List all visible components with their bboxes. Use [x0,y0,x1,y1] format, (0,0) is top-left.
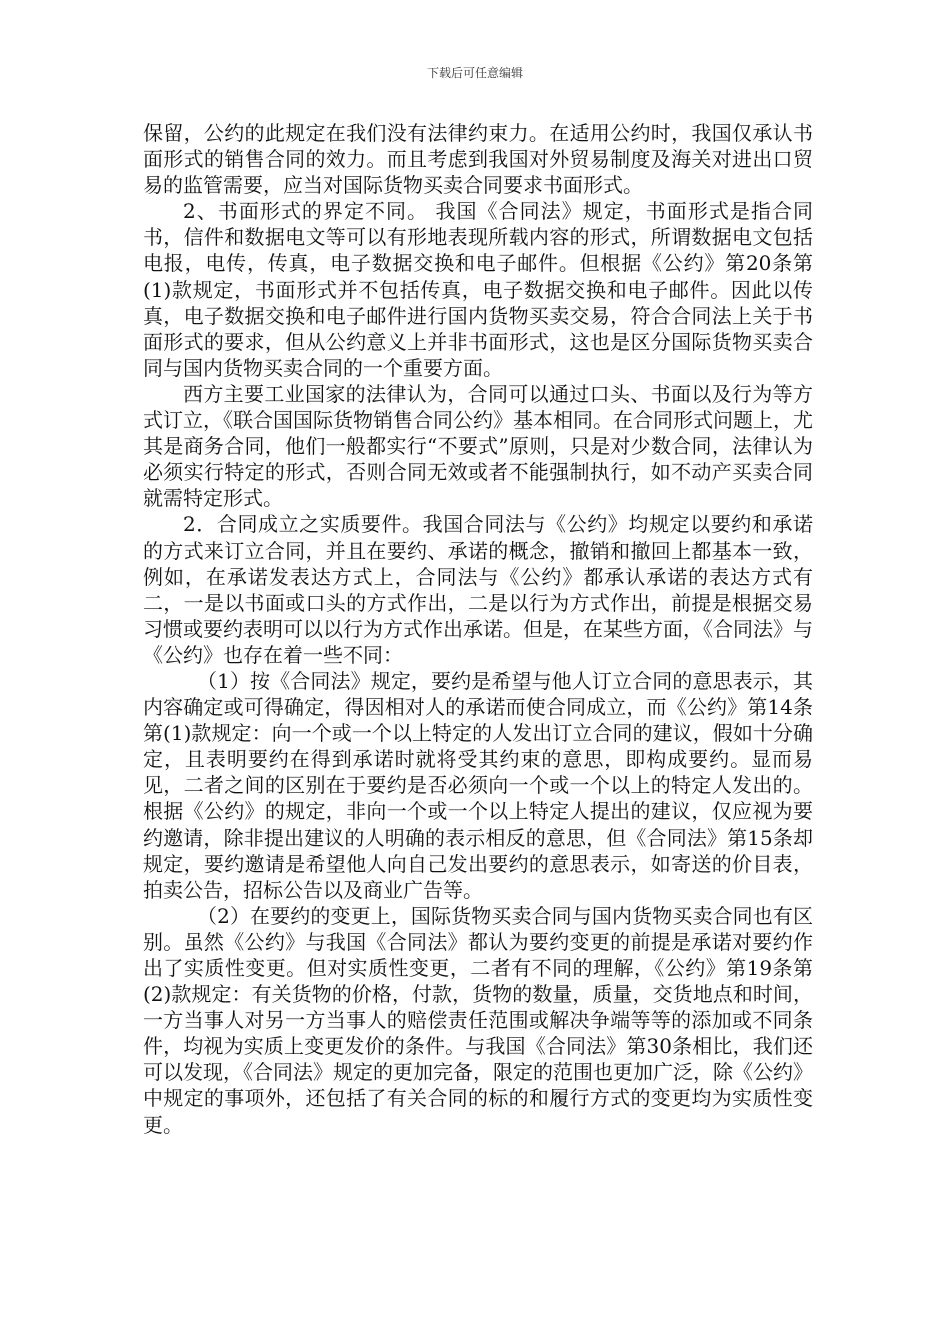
page-header: 下载后可任意编辑 [426,66,523,80]
document-body [143,120,813,1138]
paragraph: 保留，公约的此规定在我们没有法律约束力。在适用公约时，我国仅承认书面形式的销售合同的效力。而且考虑到我国对外贸易制度及海关对进出口贸易的监管需要，应当对国际货物买卖合同要求书面形式。 [143,121,813,198]
paragraph: （2）在要约的变更上，国际货物买卖合同与国内货物买卖合同也有区别。虽然《公约》与我国《合同法》都认为要约变更的前提是承诺对要约作出了实质性变更。但对实质性变更，二者有不同的理解，《公约》第19条第(2)款规定：有关货物的价格，付款，货物的数量，质量，交货地点和时间，一方当事人对另一方当事人的赔偿责任范围或解决争端等等的添加或不同条件，均视为实质上变更发价的条件。与我国《合同法》第30条相比，我们还可以发现，《合同法》规定的更加完备，限定的范围也更加广泛，除《公约》中规定的事项外，还包括了有关合同的标的和履行方式的变更均为实质性变更。 [143,903,813,1137]
paragraph: （1）按《合同法》规定，要约是希望与他人订立合同的意思表示，其内容确定或可得确定，得因相对人的承诺而使合同成立，而《公约》第14条第(1)款规定：向一个或一个以上特定的人发出订立合同的建议，假如十分确定，且表明要约在得到承诺时就将受其约束的意思，即构成要约。显而易见，二者之间的区别在于要约是否必须向一个或一个以上的特定人发出的。根据《公约》的规定，非向一个或一个以上特定人提出的建议，仅应视为要约邀请，除非提出建议的人明确的表示相反的意思，但《合同法》第15条却规定，要约邀请是希望他人向自己发出要约的意思表示，如寄送的价目表，拍卖公告，招标公告以及商业广告等。 [143,668,813,902]
paragraph: 2、书面形式的界定不同。 我国《合同法》规定，书面形式是指合同书，信件和数据电文等可以有形地表现所载内容的形式，所谓数据电文包括电报，电传，传真，电子数据交换和电子邮件。但根据《公约》第20条第(1)款规定，书面形式并不包括传真，电子数据交换和电子邮件。因此以传真，电子数据交换和电子邮件进行国内货物买卖交易，符合合同法上关于书面形式的要求，但从公约意义上并非书面形式，这也是区分国际货物买卖合同与国内货物买卖合同的一个重要方面。 [143,199,813,380]
paragraph: 2．合同成立之实质要件。我国合同法与《公约》均规定以要约和承诺的方式来订立合同，并且在要约、承诺的概念，撤销和撤回上都基本一致，例如，在承诺发表达方式上，合同法与《公约》都承认承诺的表达方式有二，一是以书面或口头的方式作出，二是以行为方式作出，前提是根据交易习惯或要约表明可以以行为方式作出承诺。但是，在某些方面，《合同法》与《公约》也存在着一些不同： [143,512,813,667]
paragraph: 西方主要工业国家的法律认为，合同可以通过口头、书面以及行为等方式订立，《联合国国际货物销售合同公约》基本相同。在合同形式问题上，尤其是商务合同，他们一般都实行“不要式”原则，只是对少数合同，法律认为必须实行特定的形式，否则合同无效或者不能强制执行，如不动产买卖合同就需特定形式。 [143,381,813,511]
